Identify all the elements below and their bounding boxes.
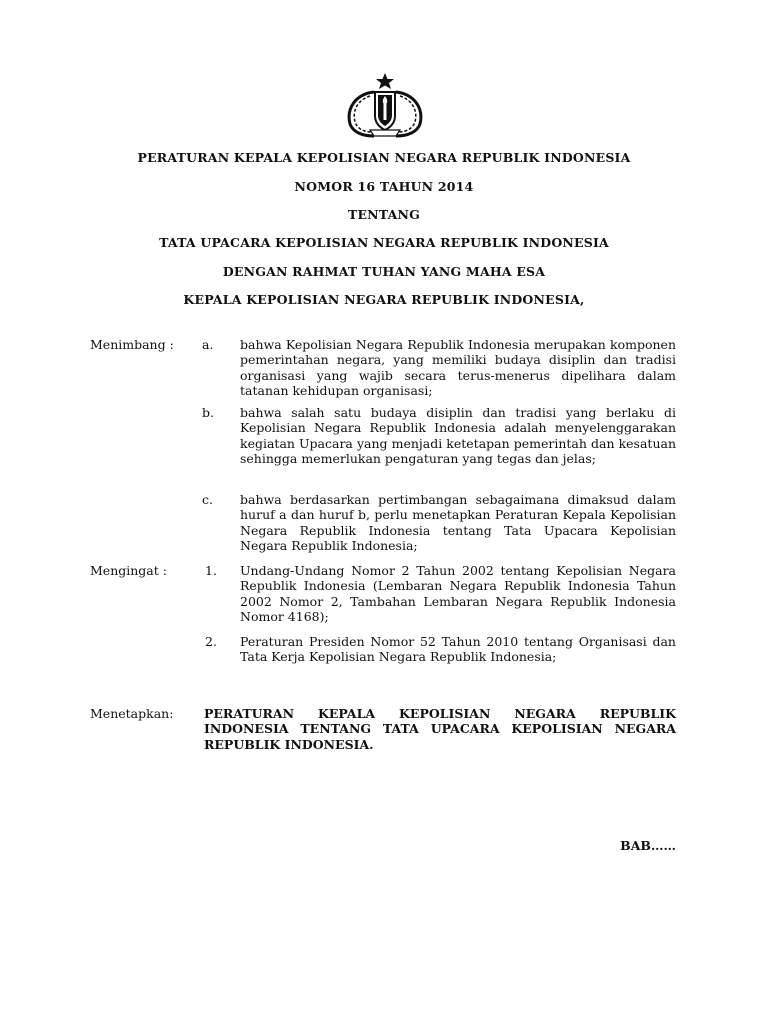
menetapkan-label: Menetapkan: [90,706,174,721]
about-heading: TENTANG [347,207,421,222]
authority-heading: KEPALA KEPOLISIAN NEGARA REPUBLIK INDONESIA, [183,292,585,307]
menetapkan-text: PERATURAN KEPALA KEPOLISIAN NEGARA REPUBLIK INDONESIA TENTANG TATA UPACARA KEPOLISIAN NEGARA REPUBLIK INDONESIA. [204,706,676,752]
list-item-marker: 2. [205,634,217,649]
list-item: bahwa Kepolisian Negara Republik Indonesia merupakan komponen pemerintahan negara, yang memiliki budaya disiplin dan tradisi organisasi yang wajib secara terus-menerus dipelihara dalam tatanan kehidupan organisasi; [240,337,676,399]
document-title: PERATURAN KEPALA KEPOLISIAN NEGARA REPUBLIK INDONESIA [137,150,631,165]
list-item: bahwa berdasarkan pertimbangan sebagaimana dimaksud dalam huruf a dan huruf b, perlu menetapkan Peraturan Kepala Kepolisian Negara Republik Indonesia tentang Tata Upacara Kepolisian Negara Republik Indonesia; [240,492,676,554]
blessing-heading: DENGAN RAHMAT TUHAN YANG MAHA ESA [222,264,546,279]
list-item: bahwa salah satu budaya disiplin dan tradisi yang berlaku di Kepolisian Negara Republik Indonesia adalah menyelenggarakan kegiatan Upacara yang menjadi ketetapan pemerintah dan kesatuan sehingga memerlukan pengaturan yang tegas dan jelas; [240,405,676,467]
list-item-marker: c. [202,492,213,507]
list-item-marker: a. [202,337,214,352]
list-item: Undang-Undang Nomor 2 Tahun 2002 tentang Kepolisian Negara Republik Indonesia (Lembaran Negara Republik Indonesia Tahun 2002 Nomor 2, Tambahan Lembaran Negara Republik Indonesia Nomor 4168); [240,563,676,625]
mengingat-label: Mengingat : [90,563,167,578]
next-page-indicator: BAB…… [620,838,676,853]
police-emblem-icon [344,72,426,138]
subject-heading: TATA UPACARA KEPOLISIAN NEGARA REPUBLIK INDONESIA [159,235,609,250]
list-item-marker: 1. [205,563,217,578]
list-item-marker: b. [202,405,214,420]
menimbang-label: Menimbang : [90,337,174,352]
document-number: NOMOR 16 TAHUN 2014 [294,179,474,194]
list-item: Peraturan Presiden Nomor 52 Tahun 2010 tentang Organisasi dan Tata Kerja Kepolisian Negara Republik Indonesia; [240,634,676,665]
